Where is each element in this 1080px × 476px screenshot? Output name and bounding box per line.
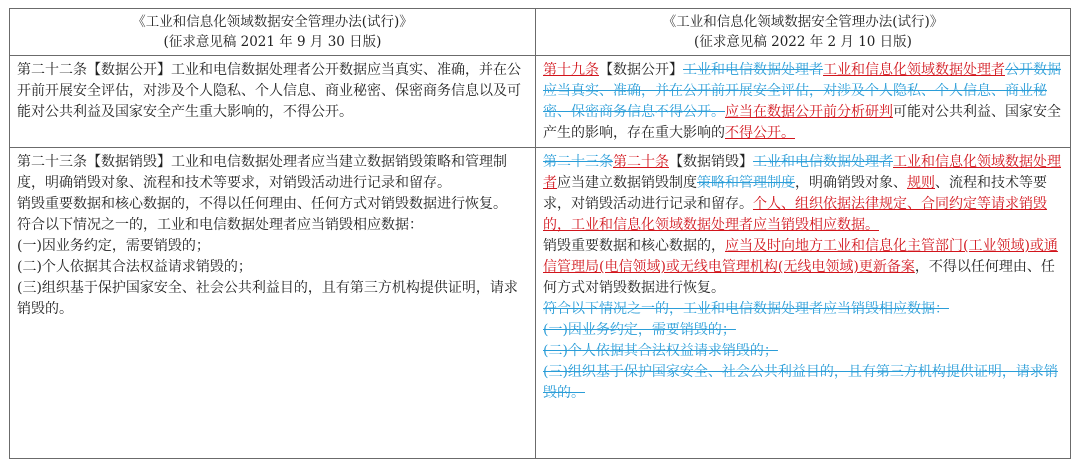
added-text: 不得公开。	[725, 125, 795, 141]
deleted-text: 公开数据应当真实、准确，并在公开前开展安全评估，对涉及个人隐私、个人信息、商业秘密、保密商务信息不得公开。	[543, 62, 1061, 120]
added-text: 第二十条	[613, 154, 669, 170]
deleted-item: (三)组织基于保护国家安全、社会公共利益目的，且有第三方机构提供证明，请求销毁的。	[543, 364, 1058, 401]
old-article-23-item: (二)个人依据其合法权益请求销毁的；	[17, 259, 252, 275]
deleted-text: 策略和管理制度	[697, 175, 795, 191]
header-left	[10, 9, 536, 56]
old-article-23-para: 第二十三条【数据销毁】工业和电信数据处理者应当建立数据销毁策略和管理制度，明确销毁对象、流程和技术等要求，对销毁活动进行记录和留存。	[17, 154, 507, 191]
left-subtitle: (征求意见稿 2021 年 9 月 30 日版)	[163, 34, 382, 50]
added-text: 工业和信息化领域数据处理者	[543, 154, 1061, 191]
article-row-data-disclosure	[10, 56, 1071, 148]
deleted-text: 工业和电信数据处理者	[753, 154, 893, 170]
old-article-23-para: 符合以下情况之一的，工业和电信数据处理者应当销毁相应数据：	[17, 217, 423, 233]
header-right	[536, 9, 1071, 56]
new-article-20	[536, 148, 1071, 459]
deleted-text: 第二十三条	[543, 154, 613, 170]
right-title: 《工业和信息化领域数据安全管理办法(试行)》	[662, 14, 944, 30]
unchanged-text: 应当建立数据销毁制度	[557, 175, 697, 191]
new-article-19-text	[543, 60, 1063, 144]
old-article-23-item: (三)组织基于保护国家安全、社会公共利益目的，且有第三方机构提供证明，请求销毁的。	[17, 280, 518, 317]
unchanged-text: 【数据公开】	[599, 62, 683, 78]
unchanged-text: 可能对公共利益、国家安全产生的影响，存在重大影响的	[543, 104, 1061, 141]
unchanged-text: ，不得以任何理由、任何方式对销毁数据进行恢复。	[543, 259, 1055, 296]
old-article-23-para: 销毁重要数据和核心数据的，不得以任何理由、任何方式对销毁数据进行恢复。	[17, 196, 507, 212]
added-text: 工业和信息化领域数据处理者	[823, 62, 1005, 78]
deleted-text: 工业和电信数据处理者	[683, 62, 823, 78]
unchanged-text: 、流程和技术等要求，对销毁活动进行记录和留存。	[543, 175, 1047, 212]
unchanged-text: 销毁重要数据和核心数据的，	[543, 238, 725, 254]
new-article-20-para	[543, 152, 1063, 236]
header-row	[10, 9, 1071, 56]
new-article-20-para	[543, 236, 1063, 299]
deleted-item: (一)因业务约定，需要销毁的；	[543, 322, 736, 338]
unchanged-text: 【数据销毁】	[669, 154, 753, 170]
added-text: 规则	[907, 175, 935, 191]
old-article-22	[10, 56, 536, 148]
article-row-data-destruction	[10, 148, 1071, 459]
deleted-item: (二)个人依据其合法权益请求销毁的；	[543, 343, 778, 359]
added-text: 个人、组织依据法律规定、合同约定等请求销毁的，工业和信息化领域数据处理者应当销毁相应数据。	[543, 196, 1047, 233]
right-subtitle: (征求意见稿 2022 年 2 月 10 日版)	[694, 34, 912, 50]
unchanged-text: ，明确销毁对象、	[795, 175, 907, 191]
old-article-23-item: (一)因业务约定，需要销毁的；	[17, 238, 210, 254]
added-text: 应当及时向地方工业和信息化主管部门(工业领域)或通信管理局(电信领域)或无线电管理机构(无线电领域)更新备案	[543, 238, 1058, 275]
left-title: 《工业和信息化领域数据安全管理办法(试行)》	[132, 14, 413, 30]
comparison-table	[9, 8, 1071, 459]
old-article-22-text: 第二十二条【数据公开】工业和电信数据处理者公开数据应当真实、准确，并在公开前开展安全评估，对涉及个人隐私、个人信息、商业秘密、保密商务信息以及可能对公共利益及国家安全产生重大影响的，不得公开。	[17, 62, 521, 120]
added-text: 应当在数据公开前分析研判	[725, 104, 893, 120]
old-article-23	[10, 148, 536, 459]
added-text: 第十九条	[543, 62, 599, 78]
new-article-19	[536, 56, 1071, 148]
deleted-para: 符合以下情况之一的，工业和电信数据处理者应当销毁相应数据：	[543, 301, 949, 317]
